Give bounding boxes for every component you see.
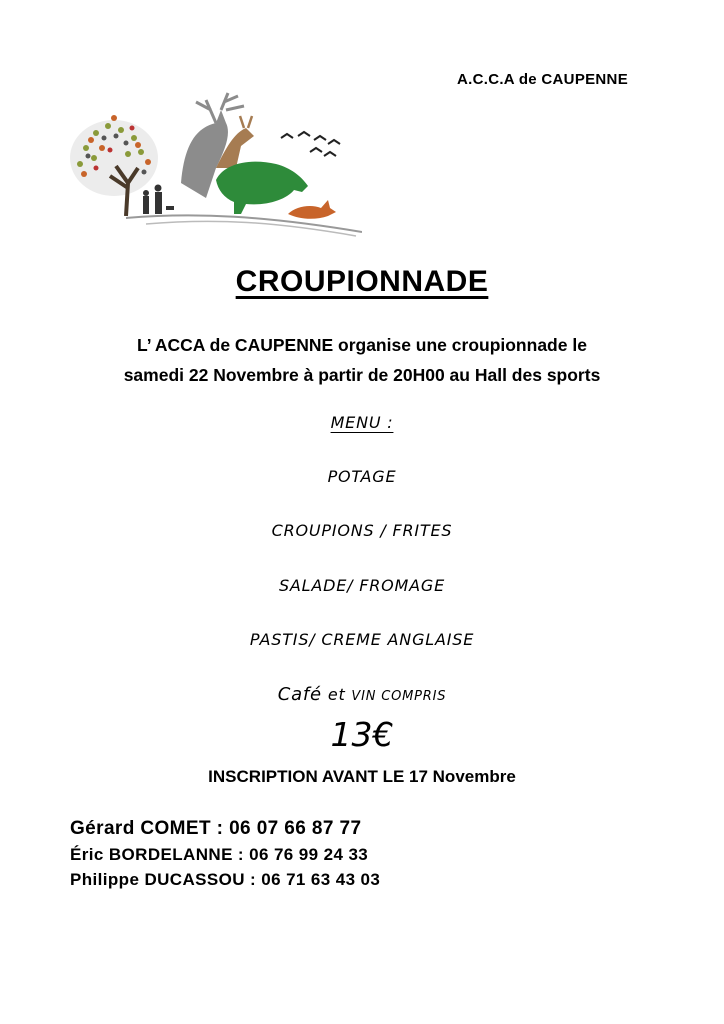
price: 13€ <box>330 715 394 754</box>
boar-icon <box>216 162 308 214</box>
inscription-deadline: INSCRIPTION AVANT LE 17 Novembre <box>208 767 516 786</box>
intro-line-1: L’ ACCA de CAUPENNE organise une croupionnade le <box>137 335 587 355</box>
hunting-association-logo <box>66 88 362 238</box>
hare-icon <box>288 200 336 219</box>
menu-heading: MENU : <box>330 413 394 432</box>
menu-item: SALADE/ FROMAGE <box>278 576 446 595</box>
contact-item: Philippe DUCASSOU : 06 71 63 43 03 <box>70 870 381 889</box>
menu-item: PASTIS/ CREME ANGLAISE <box>249 630 475 649</box>
intro-line-2: samedi 22 Novembre à partir de 20H00 au Hall des sports <box>123 365 601 385</box>
included-cafe: Café <box>277 684 322 705</box>
contact-item: Éric BORDELANNE : 06 76 99 24 33 <box>70 845 369 864</box>
included-et: et <box>327 685 346 704</box>
birds-icon <box>281 132 340 156</box>
menu-included-drinks <box>0 684 724 705</box>
contact-item: Gérard COMET : 06 07 66 87 77 <box>70 818 362 839</box>
included-rest: VIN COMPRIS <box>351 689 447 704</box>
hunters-icon <box>143 185 174 215</box>
intro-text <box>0 330 724 390</box>
page-title: CROUPIONNADE <box>235 265 489 298</box>
menu-item: CROUPIONS / FRITES <box>271 521 453 540</box>
organization-name: A.C.C.A de CAUPENNE <box>457 71 628 88</box>
contact-list <box>70 816 380 892</box>
menu-item: POTAGE <box>327 467 397 486</box>
